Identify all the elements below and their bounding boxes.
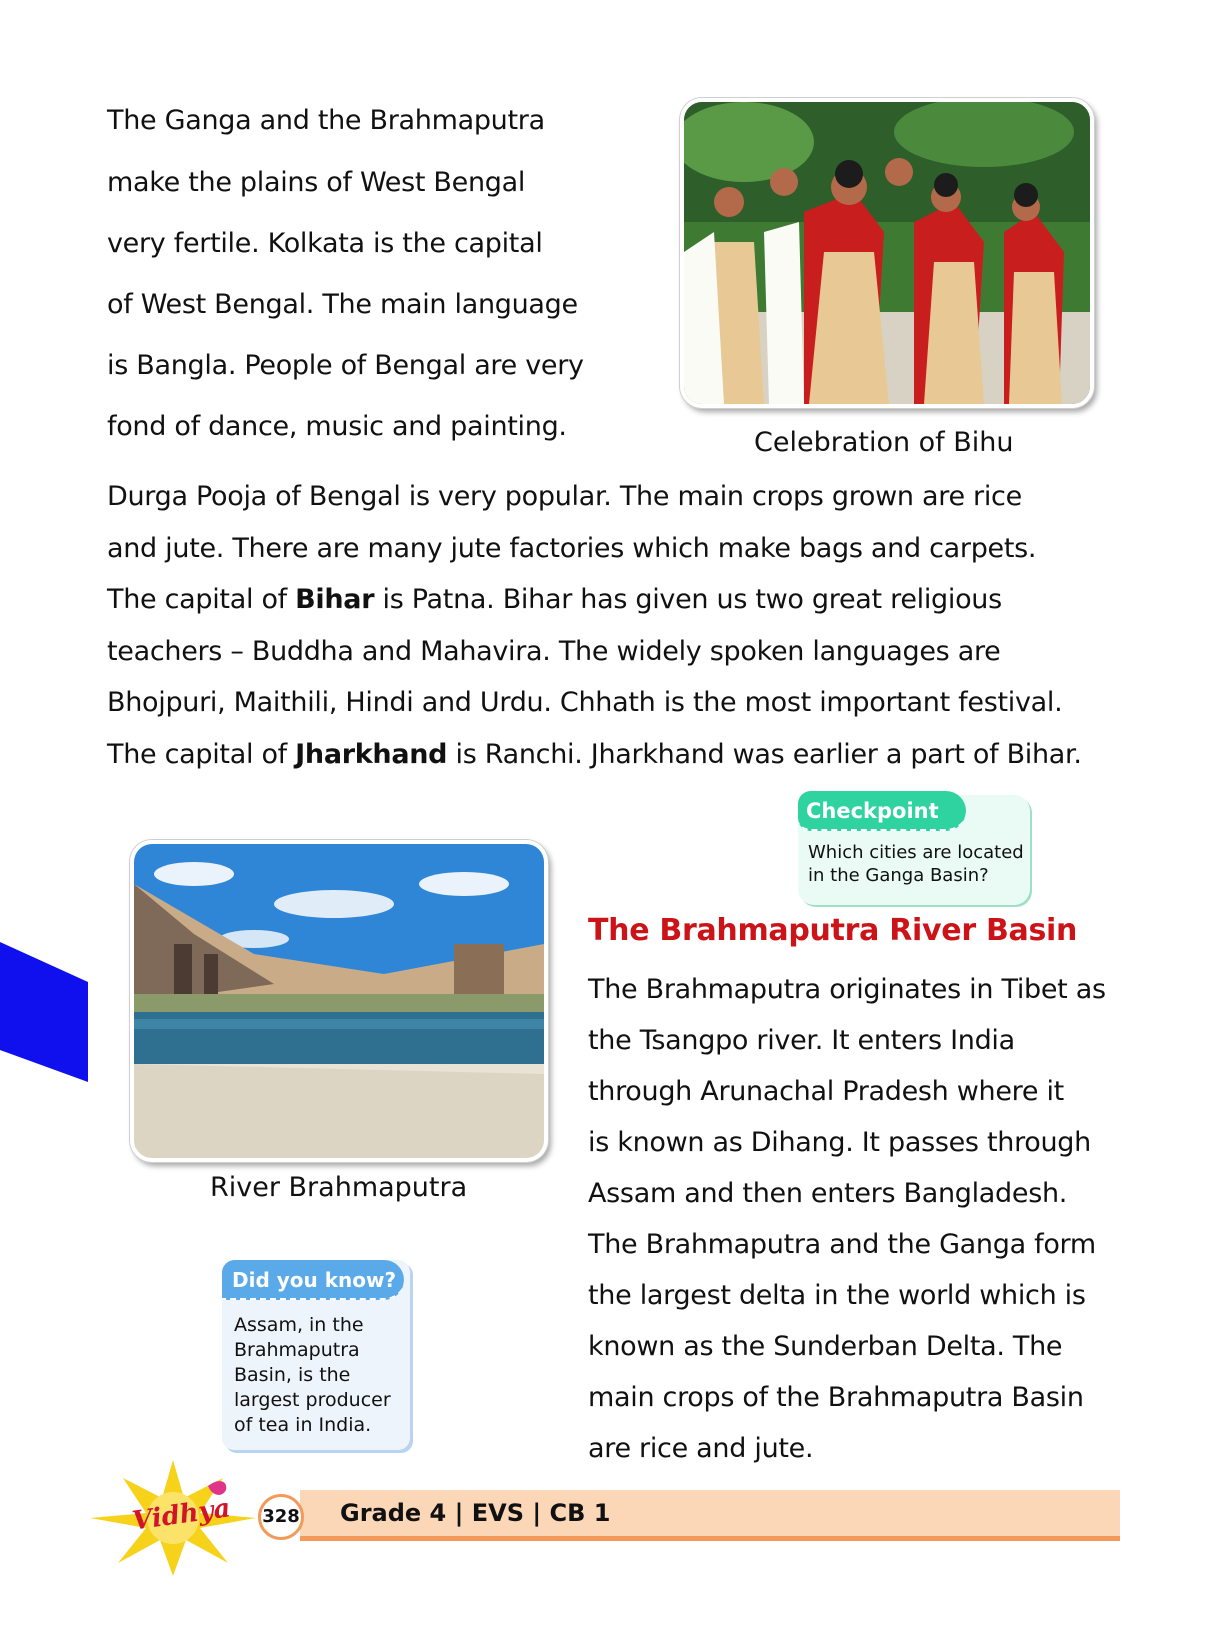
para-text: is Ranchi. Jharkhand was earlier a part of Bihar.: [447, 739, 1082, 770]
intro-line: fond of dance, music and painting.: [107, 411, 567, 442]
intro-line: is Bangla. People of Bengal are very: [107, 350, 584, 381]
logo-text: Vidhya: [130, 1493, 233, 1537]
para-text: is Patna. Bihar has given us two great religious: [374, 584, 1002, 615]
para-line: teachers – Buddha and Mahavira. The widely spoken languages are: [107, 636, 1001, 667]
bihu-photo: [680, 98, 1094, 408]
dyk-line: of tea in India.: [234, 1414, 372, 1436]
intro-line: of West Bengal. The main language: [107, 289, 578, 320]
checkpoint-question: [808, 841, 1024, 887]
river-landscape-illustration: [134, 844, 544, 1158]
side-tab-marker: [0, 0, 90, 1625]
basin-line: is known as Dihang. It passes through: [588, 1127, 1091, 1158]
section-heading: The Brahmaputra River Basin: [588, 913, 1078, 948]
did-you-know-box: [222, 1260, 410, 1450]
checkpoint-line: in the Ganga Basin?: [808, 865, 989, 886]
dyk-line: Assam, in the: [234, 1314, 364, 1336]
intro-line: very fertile. Kolkata is the capital: [107, 228, 543, 259]
dyk-line: Basin, is the: [234, 1364, 351, 1386]
bihu-caption: Celebration of Bihu: [754, 427, 1014, 458]
basin-line: Assam and then enters Bangladesh.: [588, 1178, 1068, 1209]
footer-text: Grade 4 | EVS | CB 1: [340, 1499, 611, 1527]
jharkhand-term: Jharkhand: [295, 739, 448, 770]
para-line: Bhojpuri, Maithili, Hindi and Urdu. Chhath is the most important festival.: [107, 687, 1063, 718]
para-line: [107, 740, 1082, 770]
basin-line: known as the Sunderban Delta. The: [588, 1331, 1063, 1362]
basin-line: The Brahmaputra and the Ganga form: [588, 1229, 1096, 1260]
basin-line: are rice and jute.: [588, 1433, 814, 1464]
intro-line: make the plains of West Bengal: [107, 167, 526, 198]
checkpoint-label: Checkpoint: [798, 791, 966, 831]
para-line: Durga Pooja of Bengal is very popular. The main crops grown are rice: [107, 481, 1022, 512]
bihar-term: Bihar: [295, 584, 375, 615]
intro-line: The Ganga and the Brahmaputra: [107, 105, 545, 136]
para-text: The capital of: [107, 739, 296, 770]
dyk-line: Brahmaputra: [234, 1339, 360, 1361]
basin-line: through Arunachal Pradesh where it: [588, 1076, 1064, 1107]
basin-line: main crops of the Brahmaputra Basin: [588, 1382, 1084, 1413]
river-photo: [130, 840, 548, 1162]
did-you-know-text: [234, 1313, 391, 1438]
bihu-dancers-illustration: [684, 102, 1090, 404]
para-text: The capital of: [107, 584, 296, 615]
page-number: 328: [258, 1494, 304, 1540]
basin-line: the largest delta in the world which is: [588, 1280, 1086, 1311]
basin-line: The Brahmaputra originates in Tibet as: [588, 974, 1106, 1005]
dyk-line: largest producer: [234, 1389, 391, 1411]
para-line: [107, 585, 1002, 615]
did-you-know-label: Did you know?: [222, 1260, 404, 1300]
river-caption: River Brahmaputra: [210, 1172, 468, 1203]
checkpoint-box: [798, 795, 1030, 905]
checkpoint-line: Which cities are located: [808, 842, 1024, 863]
basin-line: the Tsangpo river. It enters India: [588, 1025, 1015, 1056]
para-line: and jute. There are many jute factories which make bags and carpets.: [107, 533, 1037, 564]
